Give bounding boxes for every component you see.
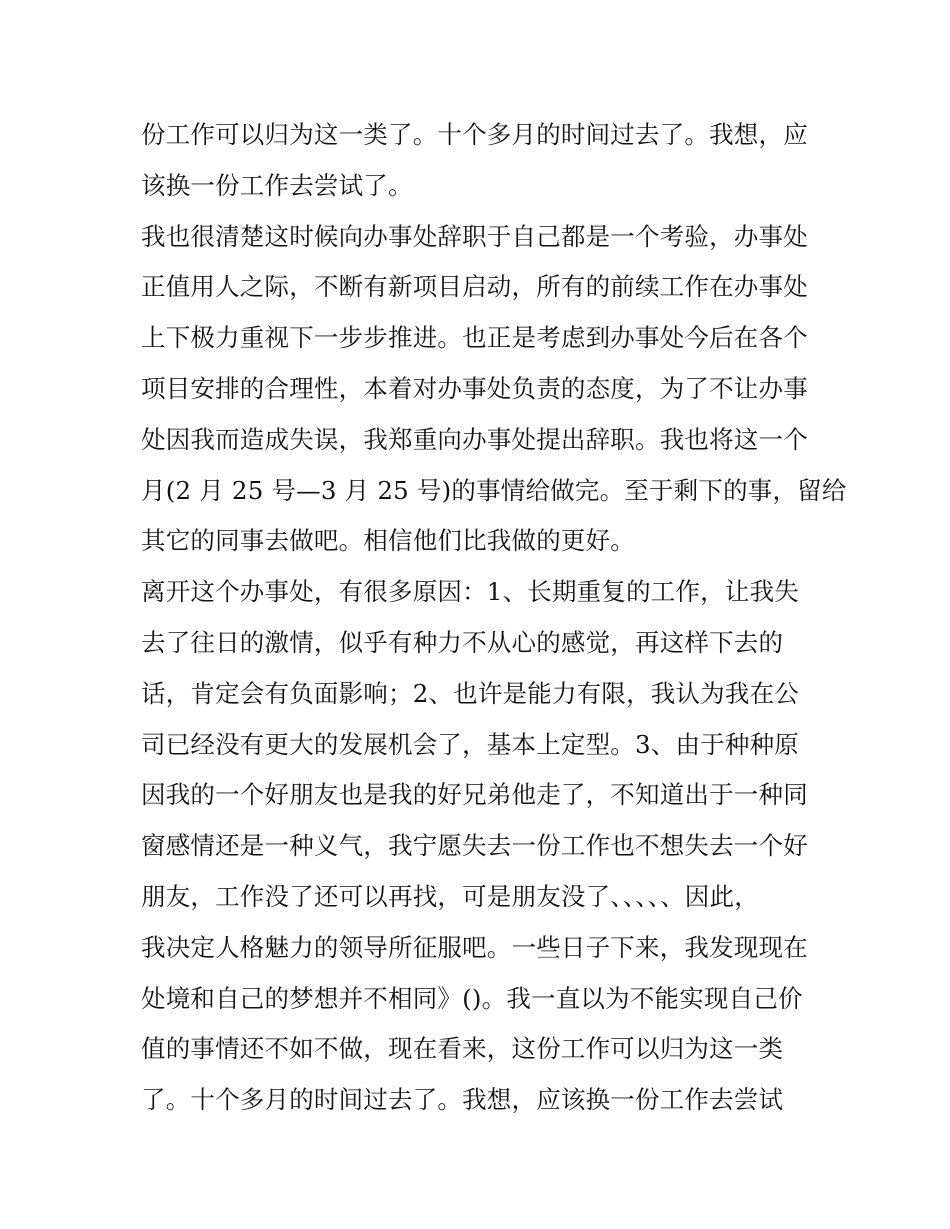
text-line: 处境和自己的梦想并不相同》()。我一直以为不能实现自己价	[141, 983, 803, 1013]
text-line: 窗感情还是一种义气，我宁愿失去一份工作也不想失去一个好	[141, 831, 808, 861]
text-line: 朋友，工作没了还可以再找，可是朋友没了、、、、、因此，	[141, 881, 759, 911]
text-line: 值的事情还不如不做，现在看来，这份工作可以归为这一类	[141, 1034, 784, 1064]
text-line: 上下极力重视下一步步推进。也正是考虑到办事处今后在各个	[141, 323, 808, 353]
text-line: 我也很清楚这时候向办事处辞职于自己都是一个考验，办事处	[141, 221, 808, 251]
text-line: 该换一份工作去尝试了。	[141, 170, 413, 200]
text-line: 正值用人之际，不断有新项目启动，所有的前续工作在办事处	[141, 272, 808, 302]
text-line: 去了往日的激情，似乎有种力不从心的感觉，再这样下去的	[141, 627, 784, 657]
text-line: 其它的同事去做吧。相信他们比我做的更好。	[141, 526, 635, 556]
text-line: 司已经没有更大的发展机会了，基本上定型。3、由于种种原	[141, 729, 799, 759]
text-line: 我决定人格魅力的领导所征服吧。一些日子下来，我发现现在	[141, 932, 808, 962]
text-line: 离开这个办事处，有很多原因：1、长期重复的工作，让我失	[141, 577, 799, 607]
text-line: 份工作可以归为这一类了。十个多月的时间过去了。我想，应	[141, 120, 808, 149]
text-line: 因我的一个好朋友也是我的好兄弟他走了，不知道出于一种同	[141, 780, 808, 810]
text-line: 处因我而造成失误，我郑重向办事处提出辞职。我也将这一个	[141, 424, 808, 454]
document-body	[141, 110, 847, 1126]
text-line: 项目安排的合理性，本着对办事处负责的态度，为了不让办事	[141, 373, 808, 403]
text-line: 月(2 月 25 号—3 月 25 号)的事情给做完。至于剩下的事，留给	[141, 475, 847, 505]
text-line: 话，肯定会有负面影响；2、也许是能力有限，我认为我在公	[141, 678, 799, 708]
text-line: 了。十个多月的时间过去了。我想，应该换一份工作去尝试	[141, 1085, 784, 1115]
